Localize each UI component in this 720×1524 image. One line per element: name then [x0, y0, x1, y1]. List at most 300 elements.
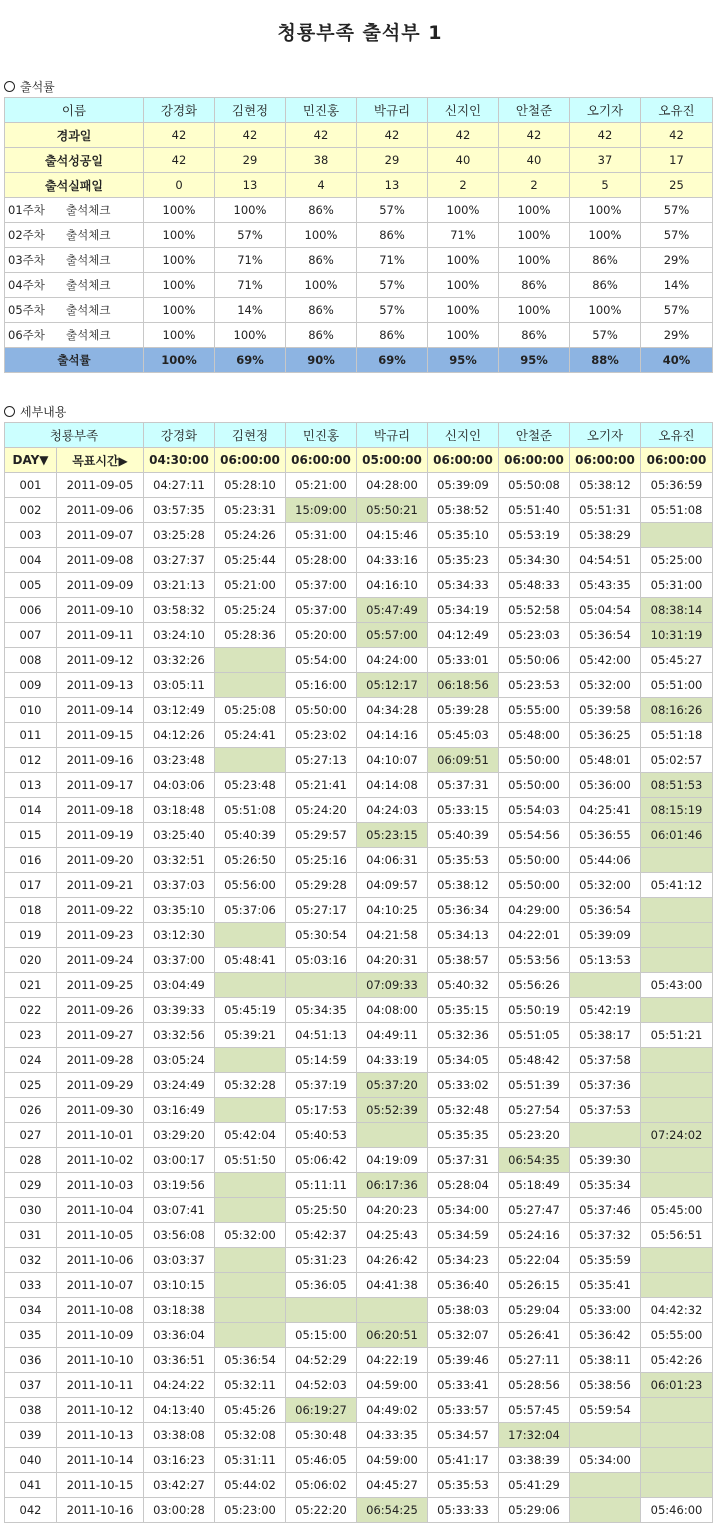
week-number: 06주차 [8, 328, 45, 342]
arrival-time: 05:38:03 [428, 1298, 499, 1323]
arrival-time: 04:28:00 [357, 473, 428, 498]
week-rate: 100% [286, 223, 357, 248]
arrival-time: 05:32:36 [428, 1023, 499, 1048]
date: 2011-10-08 [57, 1298, 144, 1323]
date: 2011-09-09 [57, 573, 144, 598]
arrival-time: 05:34:33 [428, 573, 499, 598]
arrival-time: 05:40:32 [428, 973, 499, 998]
arrival-time: 05:33:57 [428, 1398, 499, 1423]
missed-time [286, 1298, 357, 1323]
week-rate: 57% [357, 273, 428, 298]
arrival-time: 03:36:04 [144, 1323, 215, 1348]
member-name-header: 강경화 [144, 98, 215, 123]
arrival-time: 05:28:04 [428, 1173, 499, 1198]
arrival-time: 05:27:11 [499, 1348, 570, 1373]
arrival-time: 05:44:02 [215, 1473, 286, 1498]
arrival-time: 05:46:05 [286, 1448, 357, 1473]
attendance-total-row [5, 348, 713, 373]
arrival-time: 05:33:41 [428, 1373, 499, 1398]
arrival-time: 05:52:58 [499, 598, 570, 623]
arrival-time: 05:11:11 [286, 1173, 357, 1198]
day-row [5, 1273, 713, 1298]
arrival-time: 05:25:08 [215, 698, 286, 723]
arrival-time: 05:29:06 [499, 1498, 570, 1523]
day-number: 006 [5, 598, 57, 623]
arrival-time: 05:21:00 [286, 473, 357, 498]
arrival-time: 05:13:53 [570, 948, 641, 973]
arrival-time: 05:30:48 [286, 1423, 357, 1448]
missed-time: 05:12:17 [357, 673, 428, 698]
arrival-time: 05:28:56 [499, 1373, 570, 1398]
arrival-time: 05:45:19 [215, 998, 286, 1023]
arrival-time: 05:24:41 [215, 723, 286, 748]
arrival-time: 05:32:48 [428, 1098, 499, 1123]
arrival-time: 05:50:00 [499, 773, 570, 798]
arrival-time: 05:36:54 [570, 898, 641, 923]
arrival-time: 05:48:01 [570, 748, 641, 773]
week-number: 03주차 [8, 253, 45, 267]
arrival-time: 05:24:20 [286, 798, 357, 823]
arrival-time: 03:10:15 [144, 1273, 215, 1298]
arrival-time: 05:18:49 [499, 1173, 570, 1198]
weekly-check-row [5, 298, 713, 323]
arrival-time: 05:43:35 [570, 573, 641, 598]
stat-value: 42 [357, 123, 428, 148]
arrival-time: 03:32:26 [144, 648, 215, 673]
arrival-time: 05:42:00 [570, 648, 641, 673]
arrival-time: 04:03:06 [144, 773, 215, 798]
missed-time [215, 1048, 286, 1073]
day-number: 001 [5, 473, 57, 498]
arrival-time: 04:24:03 [357, 798, 428, 823]
missed-time [215, 1273, 286, 1298]
arrival-time: 05:32:28 [215, 1073, 286, 1098]
week-rate: 57% [641, 298, 713, 323]
day-row [5, 573, 713, 598]
arrival-time: 05:06:02 [286, 1473, 357, 1498]
arrival-time: 05:56:26 [499, 973, 570, 998]
arrival-time: 05:22:04 [499, 1248, 570, 1273]
arrival-time: 05:29:04 [499, 1298, 570, 1323]
missed-time: 06:18:56 [428, 673, 499, 698]
date: 2011-09-28 [57, 1048, 144, 1073]
date: 2011-10-09 [57, 1323, 144, 1348]
arrival-time: 05:54:03 [499, 798, 570, 823]
day-row [5, 1323, 713, 1348]
arrival-time: 03:29:20 [144, 1123, 215, 1148]
missed-time [215, 1248, 286, 1273]
arrival-time: 05:32:11 [215, 1373, 286, 1398]
arrival-time: 05:34:35 [286, 998, 357, 1023]
arrival-time: 05:56:51 [641, 1223, 713, 1248]
stat-value: 42 [215, 123, 286, 148]
arrival-time: 05:42:19 [570, 998, 641, 1023]
arrival-time: 03:42:27 [144, 1473, 215, 1498]
week-rate: 71% [357, 248, 428, 273]
arrival-time: 05:45:03 [428, 723, 499, 748]
day-row [5, 1223, 713, 1248]
date: 2011-09-26 [57, 998, 144, 1023]
total-rate: 95% [499, 348, 570, 373]
arrival-time: 04:24:00 [357, 648, 428, 673]
arrival-time: 05:31:00 [286, 523, 357, 548]
summary-header-row [5, 98, 713, 123]
day-row [5, 1048, 713, 1073]
week-label [5, 273, 144, 298]
date: 2011-09-06 [57, 498, 144, 523]
arrival-time: 04:15:46 [357, 523, 428, 548]
week-rate: 100% [144, 248, 215, 273]
missed-time: 15:09:00 [286, 498, 357, 523]
arrival-time: 05:51:18 [641, 723, 713, 748]
arrival-time: 05:06:42 [286, 1148, 357, 1173]
arrival-time: 03:12:49 [144, 698, 215, 723]
arrival-time: 04:49:02 [357, 1398, 428, 1423]
day-row [5, 698, 713, 723]
missed-time [570, 1473, 641, 1498]
arrival-time: 04:29:00 [499, 898, 570, 923]
arrival-time: 04:09:57 [357, 873, 428, 898]
day-number: 027 [5, 1123, 57, 1148]
day-row [5, 1473, 713, 1498]
day-row [5, 648, 713, 673]
day-number: 013 [5, 773, 57, 798]
date: 2011-09-22 [57, 898, 144, 923]
arrival-time: 03:25:28 [144, 523, 215, 548]
stat-value: 42 [570, 123, 641, 148]
arrival-time: 05:53:56 [499, 948, 570, 973]
day-number: 015 [5, 823, 57, 848]
arrival-time: 05:25:16 [286, 848, 357, 873]
missed-time: 05:23:15 [357, 823, 428, 848]
week-rate: 100% [499, 298, 570, 323]
weekly-check-row [5, 223, 713, 248]
arrival-time: 03:32:56 [144, 1023, 215, 1048]
day-row [5, 1448, 713, 1473]
day-number: 037 [5, 1373, 57, 1398]
day-row [5, 1348, 713, 1373]
week-rate: 86% [499, 323, 570, 348]
missed-time: 08:51:53 [641, 773, 713, 798]
missed-time: 06:17:36 [357, 1173, 428, 1198]
target-time: 06:00:00 [428, 448, 499, 473]
arrival-time: 05:37:00 [286, 598, 357, 623]
stat-value: 17 [641, 148, 713, 173]
date: 2011-09-11 [57, 623, 144, 648]
day-row [5, 1073, 713, 1098]
arrival-time: 05:40:53 [286, 1123, 357, 1148]
arrival-time: 03:04:49 [144, 973, 215, 998]
arrival-time: 04:06:31 [357, 848, 428, 873]
total-rate: 69% [215, 348, 286, 373]
arrival-time: 03:19:56 [144, 1173, 215, 1198]
missed-time: 06:19:27 [286, 1398, 357, 1423]
day-row [5, 598, 713, 623]
arrival-time: 05:21:00 [215, 573, 286, 598]
arrival-time: 05:23:48 [215, 773, 286, 798]
missed-time [570, 973, 641, 998]
arrival-time: 05:34:05 [428, 1048, 499, 1073]
details-header-row [5, 423, 713, 448]
day-number: 042 [5, 1498, 57, 1523]
target-header: 목표시간▶ [57, 448, 144, 473]
arrival-time: 05:28:36 [215, 623, 286, 648]
arrival-time: 05:24:26 [215, 523, 286, 548]
arrival-time: 04:10:07 [357, 748, 428, 773]
date: 2011-10-13 [57, 1423, 144, 1448]
arrival-time: 05:54:56 [499, 823, 570, 848]
arrival-time: 05:38:17 [570, 1023, 641, 1048]
arrival-time: 05:21:41 [286, 773, 357, 798]
day-number: 026 [5, 1098, 57, 1123]
arrival-time: 03:05:24 [144, 1048, 215, 1073]
week-rate: 71% [428, 223, 499, 248]
arrival-time: 05:32:00 [215, 1223, 286, 1248]
arrival-time: 05:35:41 [570, 1273, 641, 1298]
date: 2011-10-02 [57, 1148, 144, 1173]
day-row [5, 1248, 713, 1273]
week-rate: 57% [641, 198, 713, 223]
arrival-time: 05:51:39 [499, 1073, 570, 1098]
stat-value: 42 [499, 123, 570, 148]
arrival-time: 05:35:59 [570, 1248, 641, 1273]
arrival-time: 05:38:52 [428, 498, 499, 523]
date: 2011-09-27 [57, 1023, 144, 1048]
arrival-time: 05:43:00 [641, 973, 713, 998]
day-row [5, 873, 713, 898]
summary-stat-row [5, 123, 713, 148]
arrival-time: 05:36:25 [570, 723, 641, 748]
arrival-time: 05:14:59 [286, 1048, 357, 1073]
arrival-time: 05:39:21 [215, 1023, 286, 1048]
summary-stat-row [5, 173, 713, 198]
date: 2011-09-19 [57, 823, 144, 848]
arrival-time: 05:37:32 [570, 1223, 641, 1248]
week-rate: 100% [428, 323, 499, 348]
date: 2011-09-08 [57, 548, 144, 573]
arrival-time: 05:36:59 [641, 473, 713, 498]
arrival-time: 05:54:00 [286, 648, 357, 673]
missed-time [641, 1148, 713, 1173]
stat-value: 40 [428, 148, 499, 173]
week-rate: 100% [570, 223, 641, 248]
missed-time [641, 1273, 713, 1298]
day-number: 017 [5, 873, 57, 898]
week-rate: 86% [286, 298, 357, 323]
day-number: 010 [5, 698, 57, 723]
week-rate: 86% [570, 273, 641, 298]
arrival-time: 04:25:41 [570, 798, 641, 823]
arrival-time: 03:12:30 [144, 923, 215, 948]
member-name-header: 오유진 [641, 98, 713, 123]
arrival-time: 05:32:07 [428, 1323, 499, 1348]
day-number: 011 [5, 723, 57, 748]
arrival-time: 05:23:20 [499, 1123, 570, 1148]
day-row [5, 523, 713, 548]
stat-value: 5 [570, 173, 641, 198]
member-name-header: 안철준 [499, 98, 570, 123]
arrival-time: 05:51:40 [499, 498, 570, 523]
arrival-time: 05:34:23 [428, 1248, 499, 1273]
check-label: 출석체크 [66, 328, 111, 342]
arrival-time: 04:14:08 [357, 773, 428, 798]
arrival-time: 03:24:49 [144, 1073, 215, 1098]
day-number: 035 [5, 1323, 57, 1348]
arrival-time: 04:27:11 [144, 473, 215, 498]
date: 2011-10-15 [57, 1473, 144, 1498]
member-name-header: 안철준 [499, 423, 570, 448]
date: 2011-09-17 [57, 773, 144, 798]
missed-time [215, 973, 286, 998]
arrival-time: 05:32:00 [570, 873, 641, 898]
arrival-time: 05:50:06 [499, 648, 570, 673]
missed-time: 06:54:25 [357, 1498, 428, 1523]
day-number: 023 [5, 1023, 57, 1048]
arrival-time: 05:23:53 [499, 673, 570, 698]
arrival-time: 04:33:19 [357, 1048, 428, 1073]
date: 2011-10-07 [57, 1273, 144, 1298]
day-row [5, 1398, 713, 1423]
tribe-header: 청룡부족 [5, 423, 144, 448]
arrival-time: 05:36:42 [570, 1323, 641, 1348]
week-rate: 100% [215, 323, 286, 348]
arrival-time: 04:10:25 [357, 898, 428, 923]
date: 2011-10-10 [57, 1348, 144, 1373]
arrival-time: 05:51:05 [499, 1023, 570, 1048]
arrival-time: 05:33:33 [428, 1498, 499, 1523]
details-table [4, 422, 713, 1523]
missed-time [215, 1298, 286, 1323]
arrival-time: 04:20:23 [357, 1198, 428, 1223]
arrival-time: 05:56:00 [215, 873, 286, 898]
arrival-time: 05:59:54 [570, 1398, 641, 1423]
day-row [5, 1198, 713, 1223]
day-row [5, 773, 713, 798]
missed-time [215, 748, 286, 773]
arrival-time: 05:26:15 [499, 1273, 570, 1298]
arrival-time: 03:16:23 [144, 1448, 215, 1473]
week-rate: 57% [641, 223, 713, 248]
date: 2011-09-10 [57, 598, 144, 623]
stat-value: 0 [144, 173, 215, 198]
arrival-time: 05:42:37 [286, 1223, 357, 1248]
arrival-time: 04:41:38 [357, 1273, 428, 1298]
arrival-time: 05:41:29 [499, 1473, 570, 1498]
missed-time [215, 1323, 286, 1348]
missed-time: 07:09:33 [357, 973, 428, 998]
arrival-time: 05:48:00 [499, 723, 570, 748]
arrival-time: 05:25:24 [215, 598, 286, 623]
arrival-time: 04:22:01 [499, 923, 570, 948]
stat-value: 38 [286, 148, 357, 173]
arrival-time: 05:45:26 [215, 1398, 286, 1423]
arrival-time: 04:12:49 [428, 623, 499, 648]
arrival-time: 05:24:16 [499, 1223, 570, 1248]
arrival-time: 05:50:00 [499, 848, 570, 873]
missed-time [641, 1473, 713, 1498]
section-attendance-heading: 출석률 [4, 78, 55, 95]
stat-value: 37 [570, 148, 641, 173]
day-row [5, 473, 713, 498]
day-number: 036 [5, 1348, 57, 1373]
member-name-header: 신지인 [428, 423, 499, 448]
day-row [5, 823, 713, 848]
arrival-time: 05:40:39 [215, 823, 286, 848]
arrival-time: 03:24:10 [144, 623, 215, 648]
arrival-time: 05:51:00 [641, 673, 713, 698]
week-label [5, 248, 144, 273]
arrival-time: 04:42:32 [641, 1298, 713, 1323]
missed-time [215, 1173, 286, 1198]
day-number: 022 [5, 998, 57, 1023]
arrival-time: 05:39:09 [428, 473, 499, 498]
arrival-time: 04:26:42 [357, 1248, 428, 1273]
arrival-time: 05:36:05 [286, 1273, 357, 1298]
arrival-time: 05:30:54 [286, 923, 357, 948]
week-number: 05주차 [8, 303, 45, 317]
arrival-time: 05:27:54 [499, 1098, 570, 1123]
arrival-time: 05:17:53 [286, 1098, 357, 1123]
day-row [5, 1098, 713, 1123]
missed-time [641, 1098, 713, 1123]
target-time: 06:00:00 [570, 448, 641, 473]
missed-time [215, 673, 286, 698]
arrival-time: 05:55:00 [641, 1323, 713, 1348]
arrival-time: 05:25:44 [215, 548, 286, 573]
circle-bullet-icon [4, 81, 15, 92]
day-number: 032 [5, 1248, 57, 1273]
arrival-time: 03:07:41 [144, 1198, 215, 1223]
check-label: 출석체크 [66, 228, 111, 242]
week-rate: 86% [286, 248, 357, 273]
arrival-time: 05:32:00 [570, 673, 641, 698]
arrival-time: 04:49:11 [357, 1023, 428, 1048]
arrival-time: 05:28:10 [215, 473, 286, 498]
missed-time [641, 998, 713, 1023]
circle-bullet-icon [4, 406, 15, 417]
arrival-time: 04:22:19 [357, 1348, 428, 1373]
arrival-time: 05:36:40 [428, 1273, 499, 1298]
week-rate: 100% [144, 273, 215, 298]
arrival-time: 03:18:38 [144, 1298, 215, 1323]
week-rate: 29% [641, 323, 713, 348]
day-row [5, 723, 713, 748]
arrival-time: 04:14:16 [357, 723, 428, 748]
day-row [5, 798, 713, 823]
missed-time [215, 648, 286, 673]
arrival-time: 04:51:13 [286, 1023, 357, 1048]
target-time: 06:00:00 [215, 448, 286, 473]
day-row [5, 1298, 713, 1323]
arrival-time: 05:55:00 [499, 698, 570, 723]
week-rate: 14% [215, 298, 286, 323]
member-name-header: 김현정 [215, 423, 286, 448]
arrival-time: 03:21:13 [144, 573, 215, 598]
missed-time: 06:20:51 [357, 1323, 428, 1348]
arrival-time: 04:52:03 [286, 1373, 357, 1398]
day-row [5, 1148, 713, 1173]
day-row [5, 923, 713, 948]
arrival-time: 03:39:33 [144, 998, 215, 1023]
arrival-time: 04:21:58 [357, 923, 428, 948]
week-rate: 100% [499, 248, 570, 273]
arrival-time: 05:38:56 [570, 1373, 641, 1398]
arrival-time: 05:23:31 [215, 498, 286, 523]
day-row [5, 748, 713, 773]
arrival-time: 04:54:51 [570, 548, 641, 573]
arrival-time: 03:03:37 [144, 1248, 215, 1273]
missed-time [570, 1423, 641, 1448]
